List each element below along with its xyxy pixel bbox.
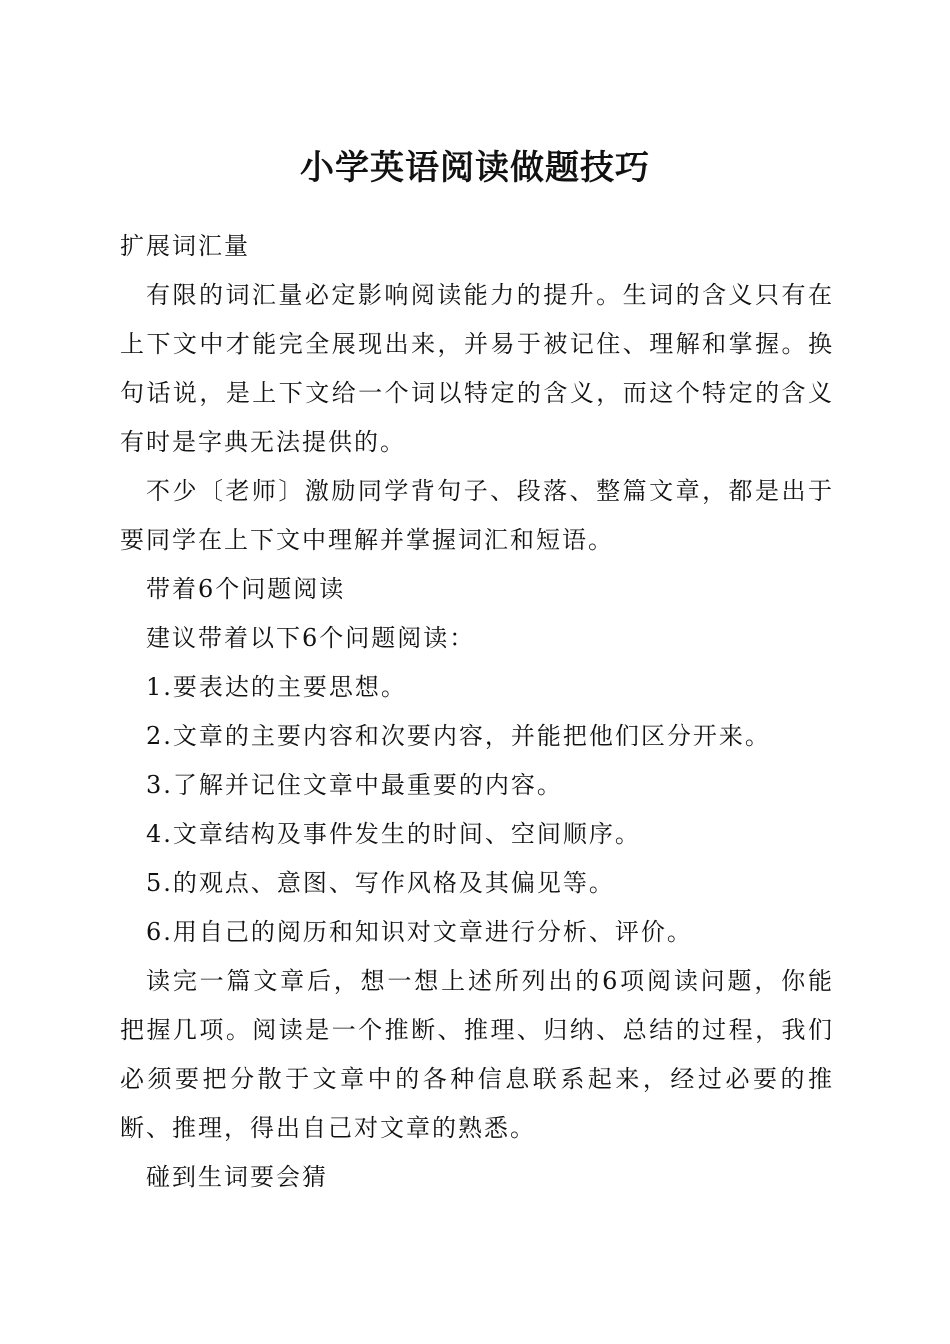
list-item: 1.要表达的主要思想。 [146, 673, 407, 701]
paragraph-reading-summary: 读完一篇文章后，想一想上述所列出的6项阅读问题，你能把握几项。阅读是一个推断、推理、归纳、总结的过程，我们必须要把分散于文章中的各种信息联系起来，经过必要的推断、推理，得出自己对文章的熟悉。 [120, 967, 834, 1142]
section-heading-six-questions: 带着6个问题阅读 [146, 575, 346, 603]
list-item: 2.文章的主要内容和次要内容，并能把他们区分开来。 [146, 722, 771, 750]
list-item: 6.用自己的阅历和知识对文章进行分析、评价。 [146, 918, 693, 946]
list-item: 5.的观点、意图、写作风格及其偏见等。 [146, 869, 615, 897]
document-body [120, 222, 834, 1202]
paragraph-vocabulary-context: 有限的词汇量必定影响阅读能力的提升。生词的含义只有在上下文中才能完全展现出来，并易于被记住、理解和掌握。换句话说，是上下文给一个词以特定的含义，而这个特定的含义有时是字典无法提供的。 [120, 281, 834, 456]
page-title: 小学英语阅读做题技巧 [300, 148, 650, 188]
list-item: 4.文章结构及事件发生的时间、空间顺序。 [146, 820, 641, 848]
paragraph-teacher-memorization: 不少〔老师〕激励同学背句子、段落、整篇文章，都是出于要同学在上下文中理解并掌握词汇和短语。 [120, 477, 834, 554]
section-heading-vocabulary: 扩展词汇量 [120, 232, 250, 260]
list-item: 3.了解并记住文章中最重要的内容。 [146, 771, 563, 799]
paragraph-six-questions-intro: 建议带着以下6个问题阅读： [146, 624, 476, 652]
section-heading-guess-words: 碰到生词要会猜 [146, 1163, 328, 1191]
